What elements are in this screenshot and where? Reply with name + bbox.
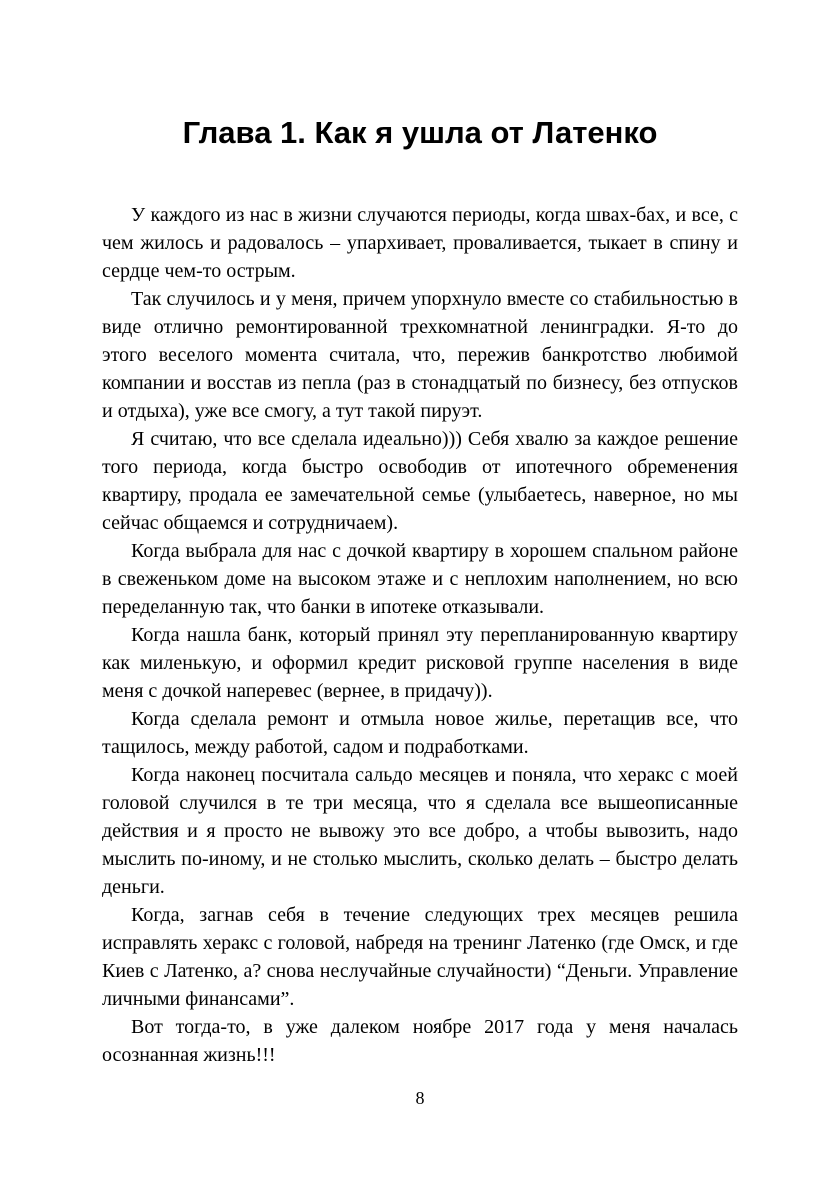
- paragraph: Вот тогда-то, в уже далеком ноябре 2017 года у меня началась осознанная жизнь!!!: [102, 1016, 738, 1066]
- page-number: 8: [415, 1088, 425, 1108]
- paragraph: Когда сделала ремонт и отмыла новое жилье, перетащив все, что тащилось, между работой, садом и подработками.: [102, 708, 738, 758]
- paragraph: У каждого из нас в жизни случаются периоды, когда швах-бах, и все, с чем жилось и радовалось – упархивает, проваливается, тыкает в спину и сердце чем-то острым.: [102, 204, 738, 282]
- paragraph: Когда, загнав себя в течение следующих трех месяцев решила исправлять херакс с головой, набредя на тренинг Латенко (где Омск, и где Киев с Латенко, а? снова неслучайные случайности) “Деньги. Управление личными финансами”.: [102, 904, 738, 1010]
- paragraph: Я считаю, что все сделала идеально))) Себя хвалю за каждое решение того периода, когда быстро освободив от ипотечного обременения квартиру, продала ее замечательной семье (улыбаетесь, наверное, но мы сейчас общаемся и сотрудничаем).: [102, 428, 738, 534]
- chapter-title: Глава 1. Как я ушла от Латенко: [182, 115, 658, 150]
- paragraph: Так случилось и у меня, причем упорхнуло вместе со стабильностью в виде отлично ремонтированной трехкомнатной ленинградки. Я-то до этого веселого момента считала, что, пережив банкротство любимой компании и восстав из пепла (раз в стонадцатый по бизнесу, без отпусков и отдыха), уже все смогу, а тут такой пируэт.: [102, 288, 738, 422]
- paragraph: Когда нашла банк, который принял эту перепланированную квартиру как миленькую, и оформил кредит рисковой группе населения в виде меня с дочкой наперевес (вернее, в придачу)).: [102, 624, 738, 702]
- paragraph: Когда выбрала для нас с дочкой квартиру в хорошем спальном районе в свеженьком доме на высоком этаже и с неплохим наполнением, но всю переделанную так, что банки в ипотеке отказывали.: [102, 540, 738, 618]
- body-text: [102, 201, 738, 1069]
- paragraph: Когда наконец посчитала сальдо месяцев и поняла, что херакс с моей головой случился в те три месяца, что я сделала все вышеописанные действия и я просто не вывожу это все добро, а чтобы вывозить, надо мыслить по-иному, и не столько мыслить, сколько делать – быстро делать деньги.: [102, 764, 738, 898]
